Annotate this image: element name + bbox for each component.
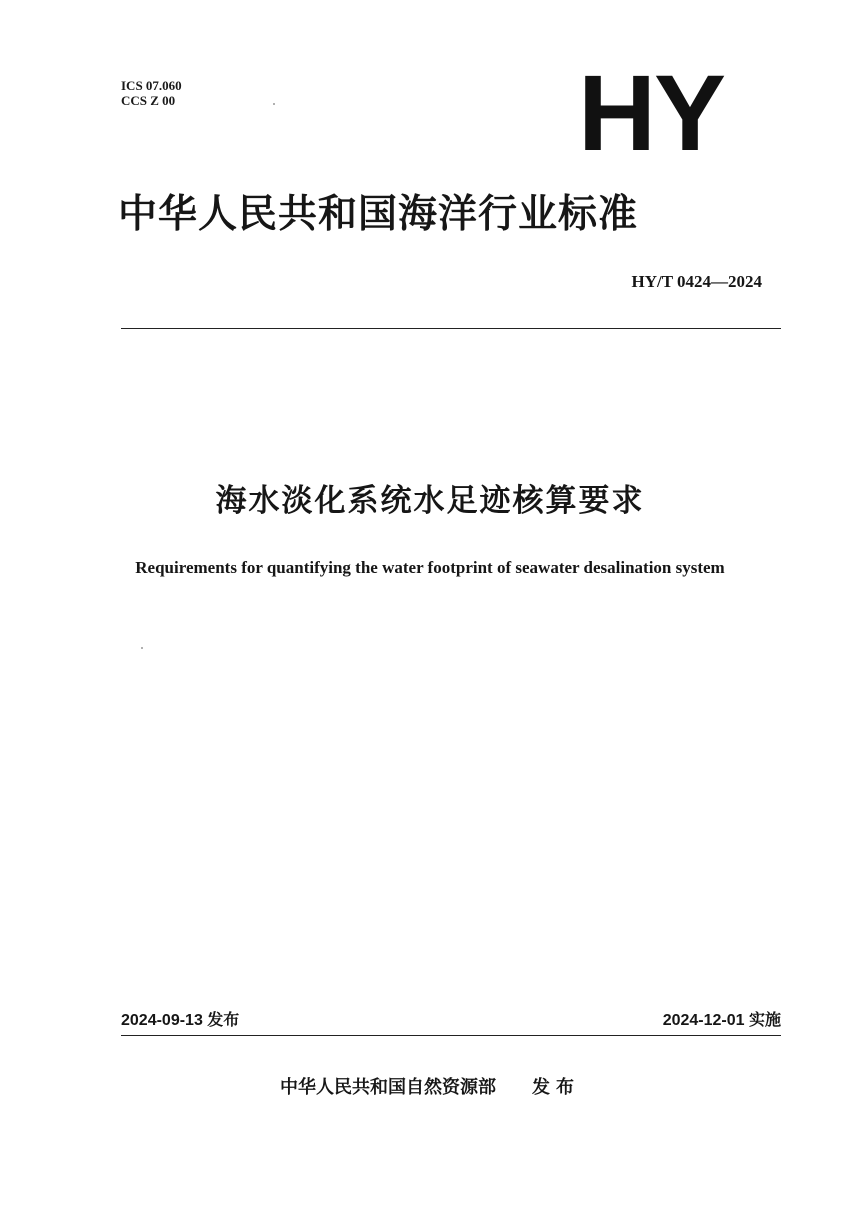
- scan-speck: [273, 103, 275, 105]
- standard-number: HY/T 0424—2024: [631, 272, 762, 291]
- document-title-english: Requirements for quantifying the water footprint of seawater desalination system: [135, 558, 725, 577]
- classification-codes: [121, 78, 182, 108]
- organization-title: 中华人民共和国海洋行业标准: [118, 192, 639, 237]
- publisher-action: 发布: [532, 1077, 580, 1098]
- bottom-divider: [121, 1035, 781, 1036]
- implementation-date: 2024-12-01 实施: [662, 1012, 781, 1029]
- hy-logo: HY: [578, 52, 725, 173]
- document-title-chinese: 海水淡化系统水足迹核算要求: [215, 483, 645, 519]
- publisher-line: [280, 1075, 580, 1101]
- scan-speck: [141, 647, 143, 649]
- publisher-name: 中华人民共和国自然资源部: [280, 1077, 496, 1098]
- document-title-english-wrapper: [0, 556, 860, 580]
- issue-date: 2024-09-13 发布: [121, 1012, 240, 1029]
- ccs-code: CCS Z 00: [121, 93, 176, 108]
- top-divider: [121, 328, 781, 329]
- ics-code: ICS 07.060: [121, 78, 182, 93]
